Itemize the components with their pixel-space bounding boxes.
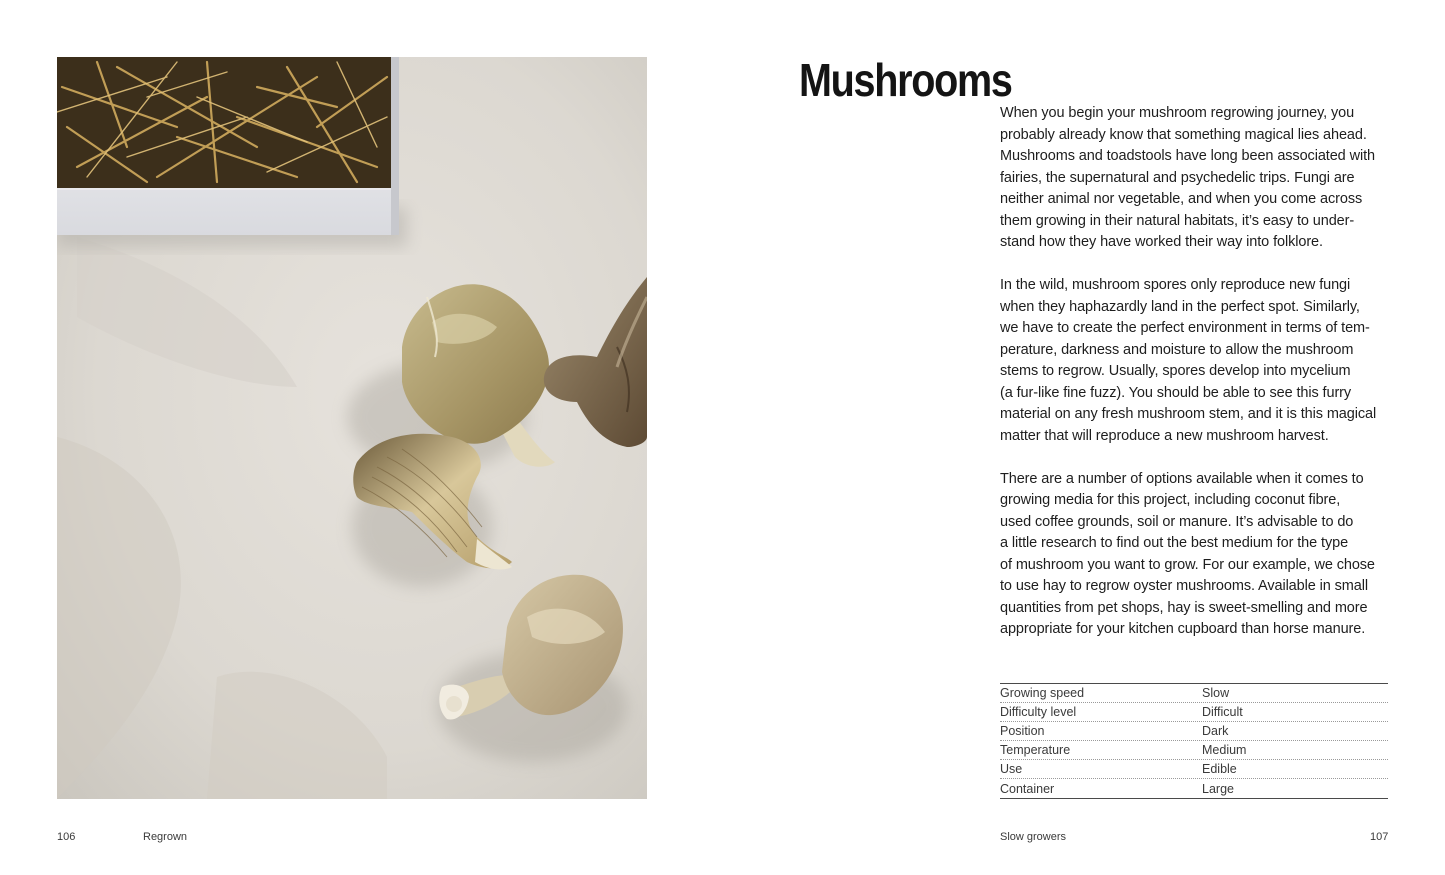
text-line: fairies, the supernatural and psychedelic trips. Fungi are [1000,169,1355,186]
paragraph [1000,469,1392,641]
info-row-growing-speed [1000,684,1388,703]
info-label: Position [1000,724,1045,738]
text-line: we have to create the perfect environment in terms of tem- [1000,320,1370,336]
text-line: growing media for this project, including coconut fibre, [1000,492,1341,508]
paragraph [1000,103,1392,254]
info-value: Slow [1202,686,1230,700]
page-number-right: 107 [1370,831,1389,843]
text-line: of mushroom you want to grow. For our example, we chose [1000,556,1375,573]
mushroom-photo [57,57,647,799]
text-line: material on any fresh mushroom stem, and it is this magical [1000,406,1377,422]
info-row-container [1000,779,1388,798]
info-row-use [1000,760,1388,779]
paragraph [1000,275,1392,447]
text-line: appropriate for your kitchen cupboard than horse manure. [1000,621,1366,637]
mushroom-photo-illustration [57,57,647,799]
info-label: Growing speed [1000,686,1085,700]
text-line: perature, darkness and moisture to allow the mushroom [1000,341,1354,358]
info-value: Difficult [1202,705,1243,719]
text-line: a little research to find out the best medium for the type [1000,535,1349,551]
body-text [1000,103,1392,641]
text-line: (a fur-like fine fuzz). You should be able to see this furry [1000,384,1352,401]
text-line: to use hay to regrow oyster mushrooms. Available in small [1000,578,1368,594]
running-footer-right: Slow growers [1000,831,1067,843]
info-label: Difficulty level [1000,705,1077,719]
text-line: stems to regrow. Usually, spores develop into mycelium [1000,363,1351,379]
page-number-left: 106 [57,831,76,843]
text-line: When you begin your mushroom regrowing journey, you [1000,105,1355,121]
text-line: Mushrooms and toadstools have long been associated with [1000,148,1375,164]
info-row-temperature [1000,741,1388,760]
info-label: Temperature [1000,743,1071,757]
info-value: Dark [1202,724,1229,738]
growing-info-table [1000,683,1388,799]
text-line: matter that will reproduce a new mushroom harvest. [1000,427,1329,444]
info-value: Edible [1202,762,1237,776]
text-line: them growing in their natural habitats, it’s easy to under- [1000,212,1355,229]
info-label: Use [1000,762,1023,776]
running-footer-left: Regrown [143,831,188,843]
page-title: Mushrooms [799,54,1012,106]
info-value: Medium [1202,743,1247,757]
text-line: neither animal nor vegetable, and when you come across [1000,191,1363,207]
info-value: Large [1202,781,1234,796]
info-label: Container [1000,781,1055,796]
info-row-position [1000,722,1388,741]
text-line: There are a number of options available when it comes to [1000,470,1364,487]
text-line: In the wild, mushroom spores only reproduce new fungi [1000,277,1351,293]
info-row-difficulty-level [1000,703,1388,722]
text-line: quantities from pet shops, hay is sweet-smelling and more [1000,599,1368,616]
text-line: probably already know that something magical lies ahead. [1000,126,1367,143]
text-line: used coffee grounds, soil or manure. It’s advisable to do [1000,513,1354,530]
text-line: stand how they have worked their way into folklore. [1000,234,1323,250]
text-line: when they haphazardly land in the perfect spot. Similarly, [1000,298,1360,315]
